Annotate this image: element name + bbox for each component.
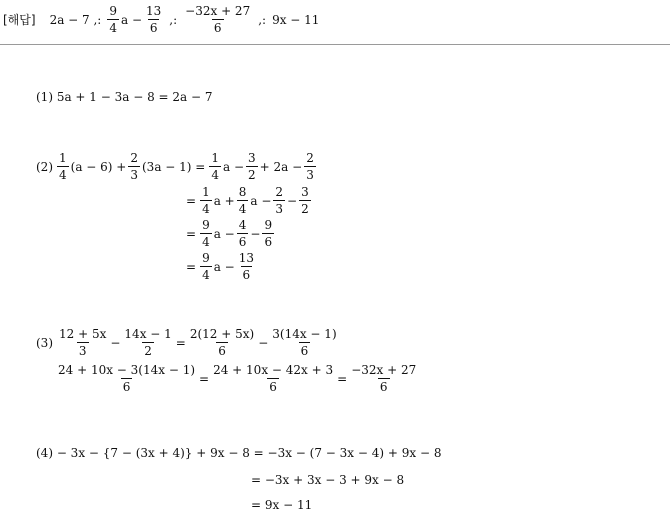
p2-l2-frac-a: $\frac{1}{4}$ — [202, 185, 210, 216]
p2-l2-term-1: a + — [213, 193, 235, 208]
p3-r1-frac-2: $\frac{14x - 1}{2}$ — [124, 327, 172, 358]
problem-2-line-2 — [186, 186, 313, 215]
p2-l2-term-3: − — [287, 193, 298, 208]
p2-lhs-term-2: (3a − 1) = — [142, 159, 206, 174]
p2-l3-eq: = — [186, 226, 197, 241]
p3-r2-frac-1: $\frac{24 + 10x - 3(14x - 1)}{6}$ — [58, 363, 196, 394]
p2-l3-frac-c: $\frac{9}{6}$ — [264, 218, 273, 249]
p2-l2-frac-d: $\frac{3}{2}$ — [301, 185, 309, 216]
p3-r1-frac-1: $\frac{12 + 5x}{3}$ — [59, 327, 107, 358]
problem-4-line-2: = −3x + 3x − 3 + 9x − 8 — [251, 473, 405, 487]
answer-2-sep: ,: — [169, 12, 178, 27]
problem-2-line-3 — [186, 219, 276, 248]
p3-r2-eq-2: = — [337, 371, 348, 386]
p2-l3-term-1: a − — [213, 226, 235, 241]
p2-l1-term-1: a − — [222, 159, 245, 174]
p2-l2-frac-c: $\frac{2}{3}$ — [275, 185, 284, 216]
problem-3-label: (3) — [36, 335, 53, 350]
problem-4-line-3: = 9x − 11 — [251, 498, 313, 512]
p2-lhs-term-1: (a − 6) + — [70, 159, 127, 174]
p2-l4-term-1: a − — [213, 259, 235, 274]
answer-2-frac-b: $\frac{13}{6}$ — [146, 4, 162, 35]
answer-header — [3, 5, 319, 34]
p3-r1-eq: = — [175, 335, 186, 350]
p3-r2-frac-2: $\frac{24 + 10x - 42x + 3}{6}$ — [213, 363, 334, 394]
answer-1: 2a − 7 ,: — [49, 12, 102, 27]
p2-l1-frac-a: $\frac{1}{4}$ — [211, 151, 219, 182]
answer-3-sep: ,: — [258, 12, 267, 27]
problem-4-line-1: (4) − 3x − {7 − (3x + 4)} + 9x − 8 = −3x − (7 − 3x − 4) + 9x − 8 — [36, 446, 442, 460]
p2-l1-term-2: + 2a − — [259, 159, 303, 174]
p2-l3-frac-b: $\frac{4}{6}$ — [238, 218, 247, 249]
p3-r1-minus-2: − — [258, 335, 269, 350]
p2-l2-frac-b: $\frac{8}{4}$ — [238, 185, 247, 216]
p2-l2-term-2: a − — [250, 193, 272, 208]
p3-r2-frac-3: $\frac{-32x + 27}{6}$ — [351, 363, 417, 394]
problem-3-line-1 — [36, 328, 341, 357]
p2-lhs-frac-1: $\frac{1}{4}$ — [59, 151, 67, 182]
answer-label: [해답] — [3, 12, 36, 27]
problem-2-line-1 — [36, 152, 318, 181]
answer-3-frac: $\frac{-32x + 27}{6}$ — [185, 4, 251, 35]
p2-l3-frac-a: $\frac{9}{4}$ — [202, 218, 210, 249]
p3-r2-eq-1: = — [199, 371, 210, 386]
problem-2-label: (2) — [36, 159, 53, 174]
problem-1: (1) 5a + 1 − 3a − 8 = 2a − 7 — [36, 90, 213, 104]
p2-l2-eq: = — [186, 193, 197, 208]
p2-l3-term-2: − — [250, 226, 261, 241]
problem-2-line-4 — [186, 252, 258, 281]
p3-r1-frac-4: $\frac{3(14x - 1)}{6}$ — [272, 327, 337, 358]
p2-l4-frac-a: $\frac{9}{4}$ — [202, 251, 210, 282]
p2-l4-eq: = — [186, 259, 197, 274]
answer-4: 9x − 11 — [272, 12, 320, 27]
p2-l4-frac-b: $\frac{13}{6}$ — [238, 251, 255, 282]
p3-r1-minus-1: − — [110, 335, 121, 350]
p2-l1-frac-c: $\frac{2}{3}$ — [306, 151, 314, 182]
problem-3-line-2 — [54, 364, 420, 393]
answer-2-frac-a: $\frac{9}{4}$ — [109, 4, 117, 35]
p2-lhs-frac-2: $\frac{2}{3}$ — [130, 151, 138, 182]
answer-2-mid: a − — [120, 12, 143, 27]
p3-r1-frac-3: $\frac{2(12 + 5x)}{6}$ — [189, 327, 255, 358]
header-divider — [0, 44, 670, 45]
p2-l1-frac-b: $\frac{3}{2}$ — [248, 151, 256, 182]
